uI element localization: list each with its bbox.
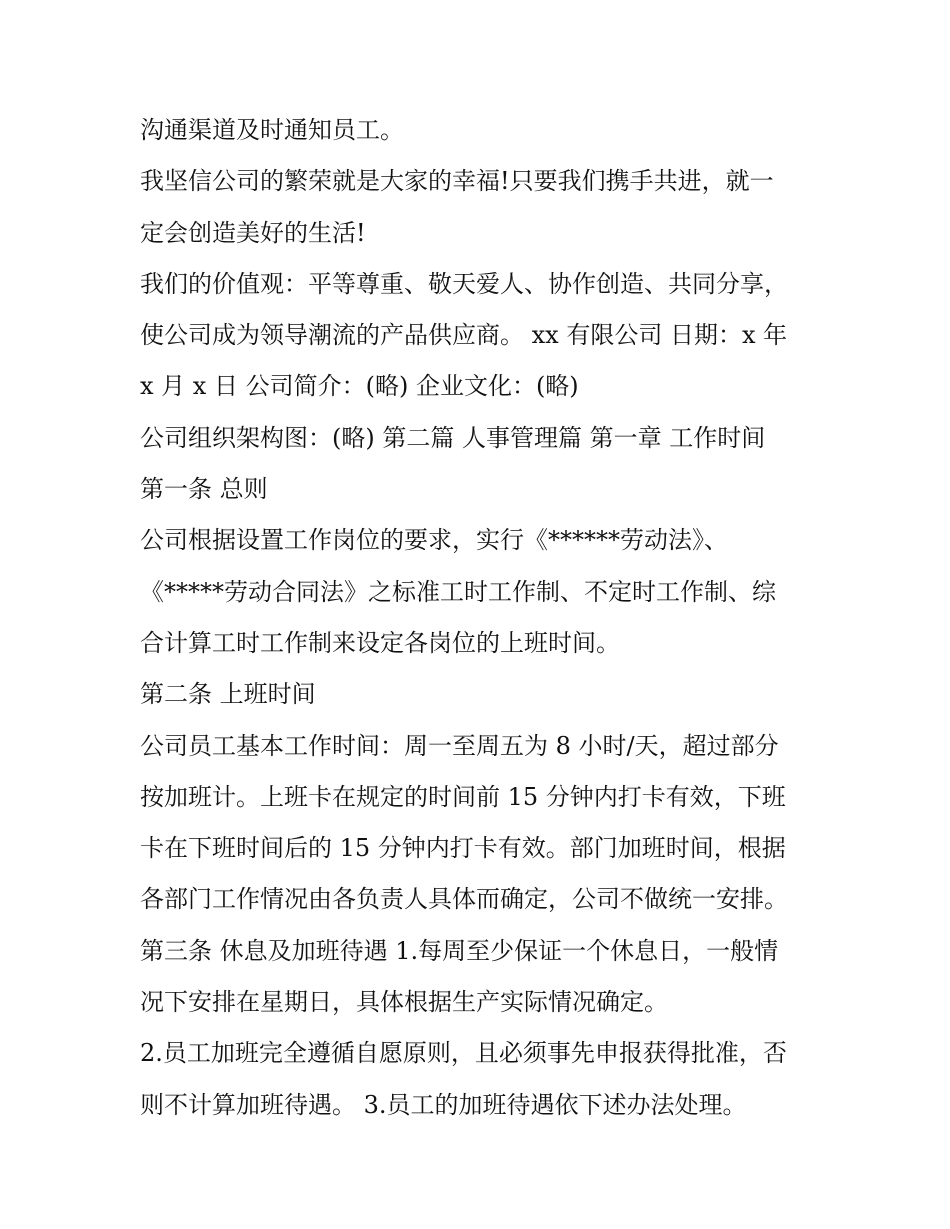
text-line: 2.员工加班完全遵循自愿原则，且必须事先申报获得批准，否 xyxy=(140,1039,787,1068)
text-line: 况下安排在星期日，具体根据生产实际情况确定。 xyxy=(140,988,668,1017)
text-line: 第三条 休息及加班待遇 1.每周至少保证一个休息日，一般情 xyxy=(140,936,779,965)
text-line: 公司根据设置工作岗位的要求，实行《******劳动法》、 xyxy=(140,526,728,555)
text-line: 各部门工作情况由各负责人具体而确定，公司不做统一安排。 xyxy=(140,885,788,914)
section-heading: 第二条 上班时间 xyxy=(140,680,316,709)
text-line: x 月 x 日 公司简介：(略) 企业文化：(略) xyxy=(140,372,579,401)
text-line: 使公司成为领导潮流的产品供应商。 xx 有限公司 日期：x 年 xyxy=(140,321,788,350)
text-line: 按加班计。上班卡在规定的时间前 15 分钟内打卡有效，下班 xyxy=(140,782,786,811)
section-heading: 第一条 总则 xyxy=(140,475,268,504)
text-line: 我们的价值观：平等尊重、敬天爱人、协作创造、共同分享， xyxy=(140,269,788,298)
text-line: 卡在下班时间后的 15 分钟内打卡有效。部门加班时间，根据 xyxy=(140,834,786,863)
text-line: 则不计算加班待遇。 3.员工的加班待遇依下述办法处理。 xyxy=(140,1090,747,1119)
text-line: 定会创造美好的生活! xyxy=(140,218,366,247)
text-line: 公司员工基本工作时间：周一至周五为 8 小时/天，超过部分 xyxy=(140,731,779,760)
text-line: 《*****劳动合同法》之标准工时工作制、不定时工作制、综 xyxy=(140,577,776,606)
text-line: 合计算工时工作制来设定各岗位的上班时间。 xyxy=(140,628,620,657)
document-body xyxy=(140,105,820,1131)
text-line: 公司组织架构图：(略) 第二篇 人事管理篇 第一章 工作时间 xyxy=(140,423,766,452)
text-line: 沟通渠道及时通知员工。 xyxy=(140,116,404,144)
text-line: 我坚信公司的繁荣就是大家的幸福!只要我们携手共进，就一 xyxy=(140,167,774,196)
